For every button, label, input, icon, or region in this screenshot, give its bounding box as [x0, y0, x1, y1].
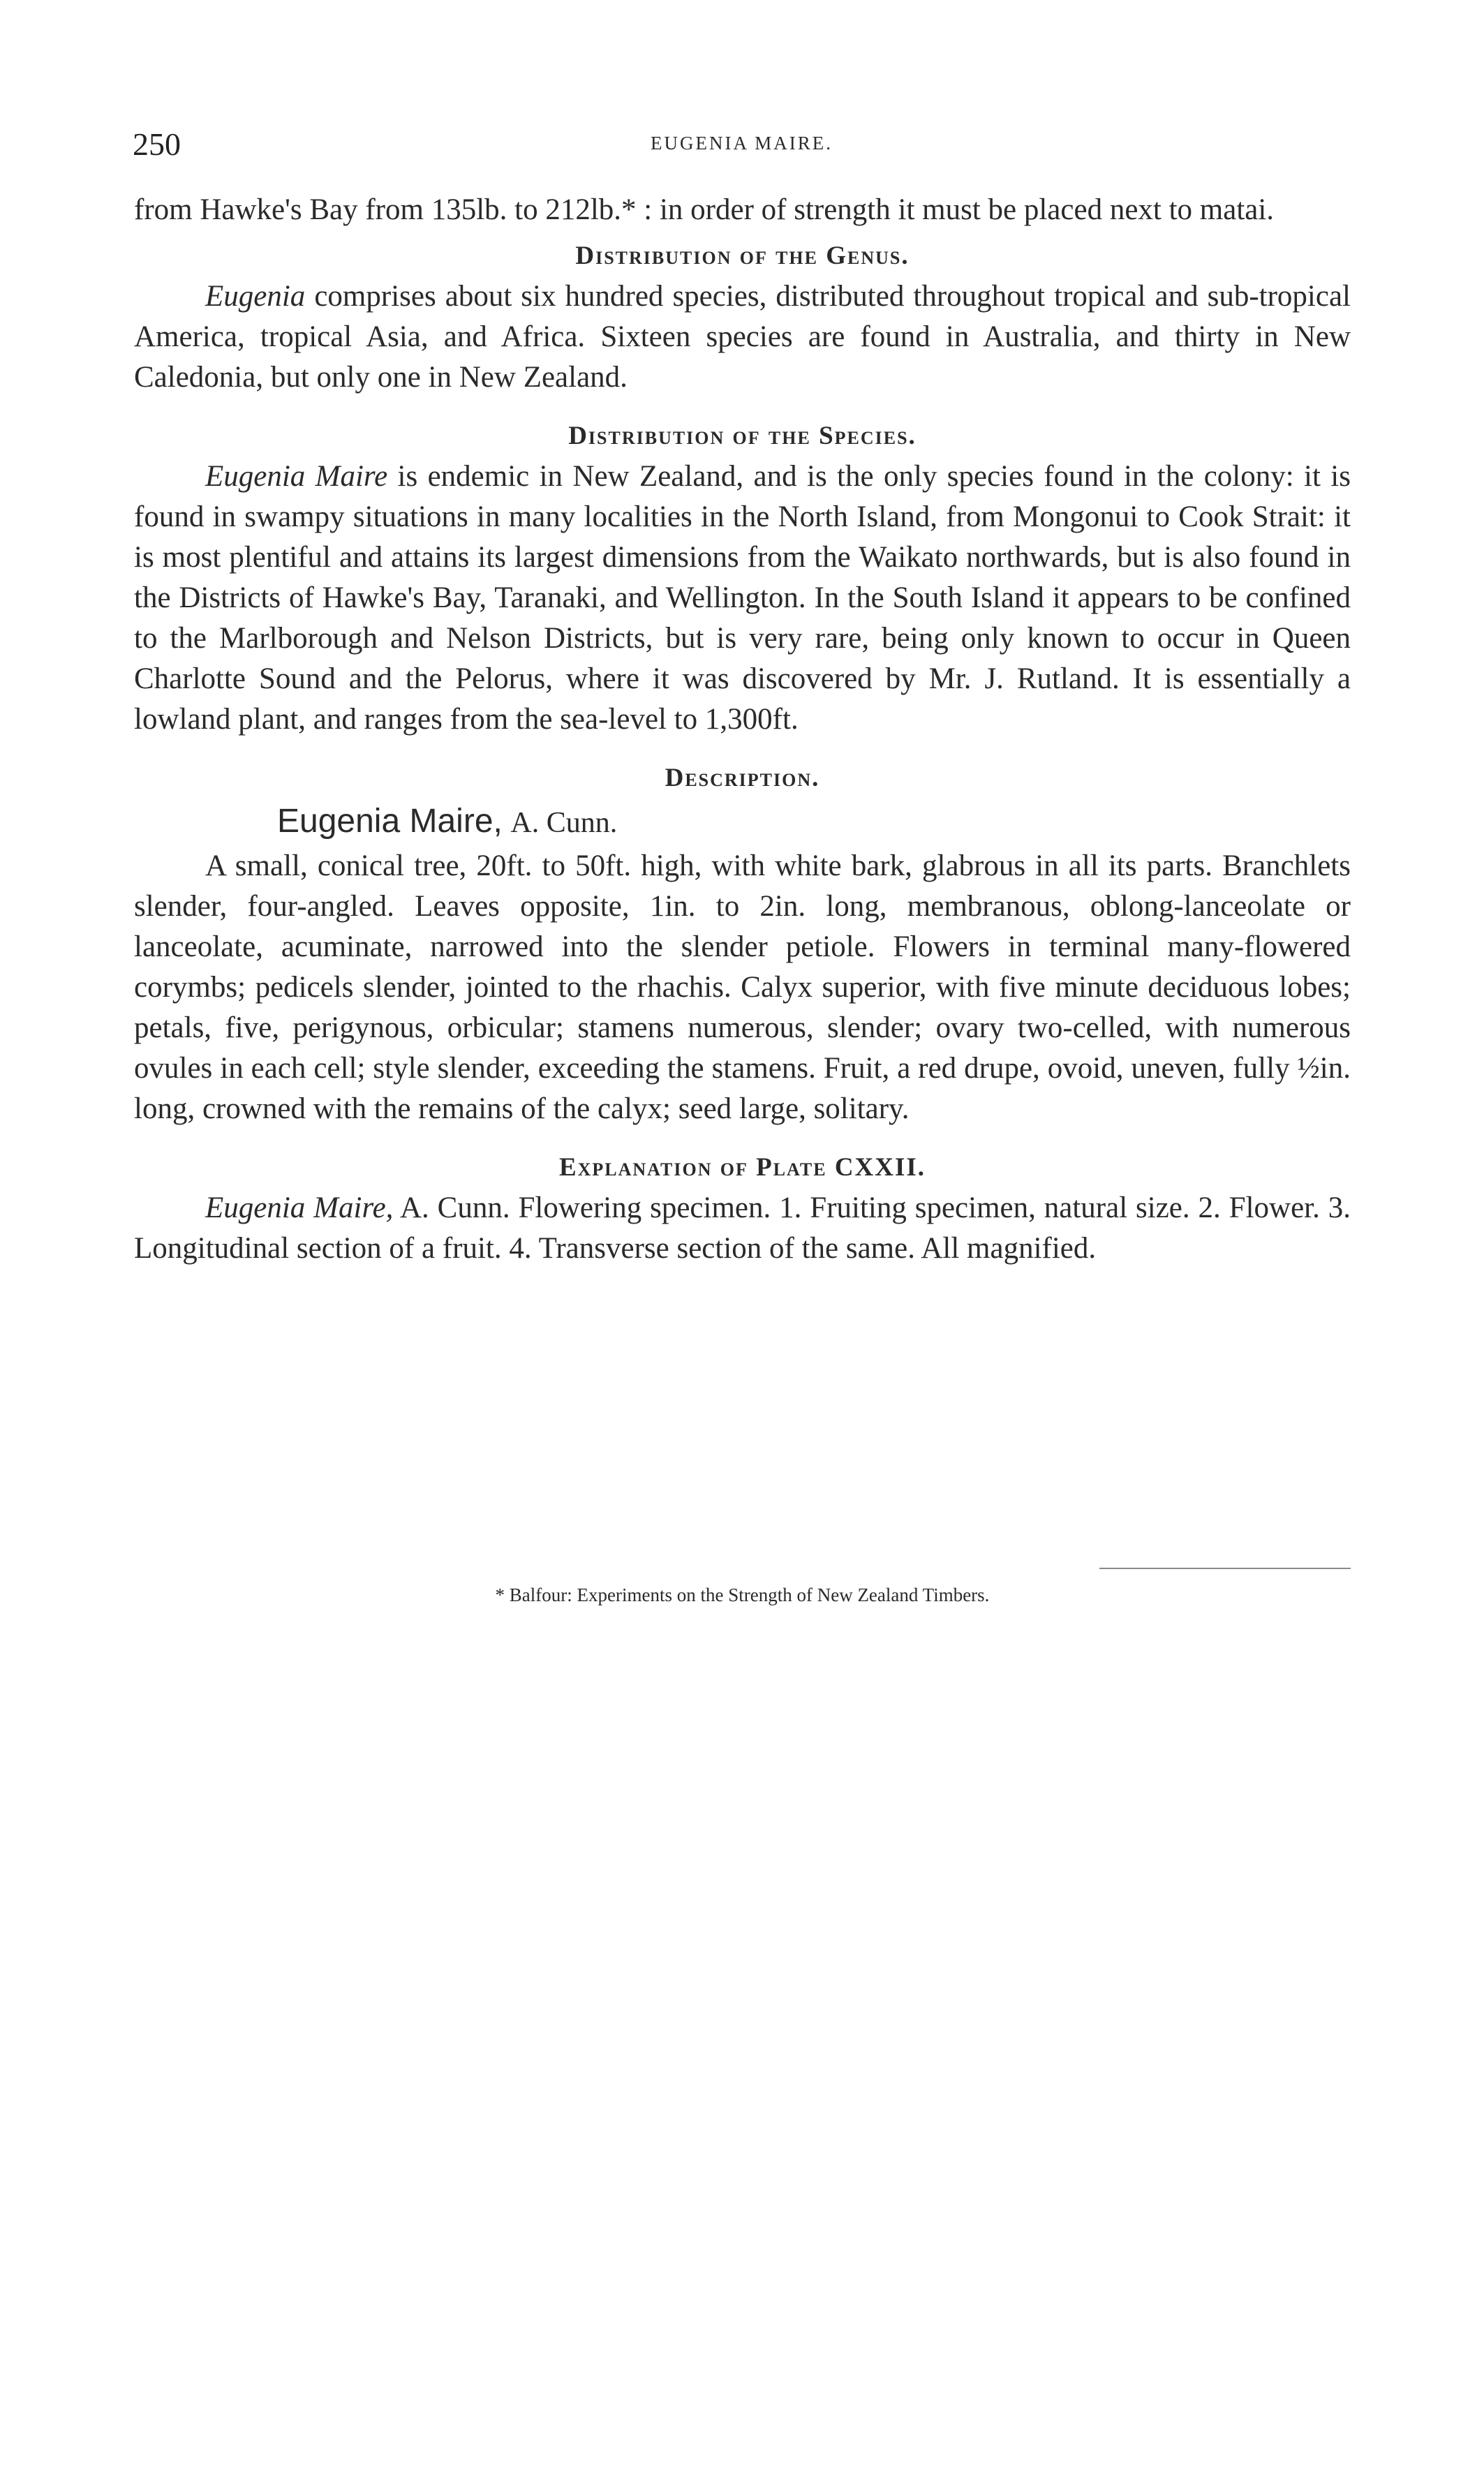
species-name: Eugenia Maire [205, 460, 388, 493]
intro-paragraph: from Hawke's Bay from 135lb. to 212lb.* : in order of strength it must be placed next to matai. [134, 193, 1275, 226]
species-paragraph [134, 456, 1351, 740]
genus-text: comprises about six hundred species, distributed throughout tropical and sub-tropical America, tropical Asia, and Africa. Sixteen species are found in Australia, and thirty in New Caledonia, but only one in New Zealand. [134, 280, 1351, 394]
species-heading: Distribution of the Species. [568, 422, 917, 450]
species-title-name: Eugenia Maire, [277, 803, 503, 840]
species-title [277, 799, 1351, 846]
description-paragraph: A small, conical tree, 20ft. to 50ft. high, with white bark, glabrous in all its parts. Branchlets slender, four-angled. Leaves opposite, 1in. to 2in. long, membranous, oblong-lanceolate or lanceolate, acuminate, narrowed into the slender petiole. Flowers in terminal many-flowered corymbs; pedicels slender, jointed to the rhachis. Calyx superior, with five minute deciduous lobes; petals, five, perigynous, orbicular; stamens numerous, slender; ovary two-celled, with numerous ovules in each cell; style slender, exceeding the stamens. Fruit, a red drupe, ovoid, uneven, fully ½in. long, crowned with the remains of the calyx; seed large, solitary. [134, 849, 1351, 1125]
genus-paragraph [134, 276, 1351, 398]
genus-name: Eugenia [205, 280, 306, 313]
genus-heading: Distribution of the Genus. [575, 242, 910, 270]
plate-text: A. Cunn. Flowering specimen. 1. Fruiting specimen, natural size. 2. Flower. 3. Longitudinal section of a fruit. 4. Transverse section of the same. All magnified. [134, 1191, 1351, 1265]
body-text [134, 190, 1351, 1269]
footnote: * Balfour: Experiments on the Strength of New Zealand Timbers. [495, 1584, 990, 1605]
plate-heading: Explanation of Plate CXXII. [558, 1153, 926, 1182]
description-heading: Description. [665, 764, 820, 792]
plate-paragraph [134, 1188, 1351, 1269]
species-title-author: A. Cunn. [510, 807, 618, 839]
page-header [133, 126, 1351, 168]
species-text: is endemic in New Zealand, and is the only species found in the colony: it is found in swampy situations in many localities in the North Island, from Mongonui to Cook Strait: it is most plentiful and attains its largest dimensions from the Waikato northwards, but is also found in the Districts of Hawke's Bay, Taranaki, and Wellington. In the South Island it appears to be confined to the Marlborough and Nelson Districts, but is very rare, being only known to occur in Queen Charlotte Sound and the Pelorus, where it was discovered by Mr. J. Rutland. It is essentially a lowland plant, and ranges from the sea-level to 1,300ft. [134, 460, 1351, 736]
footnote-rule [1099, 1568, 1351, 1569]
running-head: EUGENIA MAIRE. [651, 133, 833, 154]
page-number: 250 [133, 126, 181, 162]
plate-species-name: Eugenia Maire, [205, 1191, 394, 1224]
